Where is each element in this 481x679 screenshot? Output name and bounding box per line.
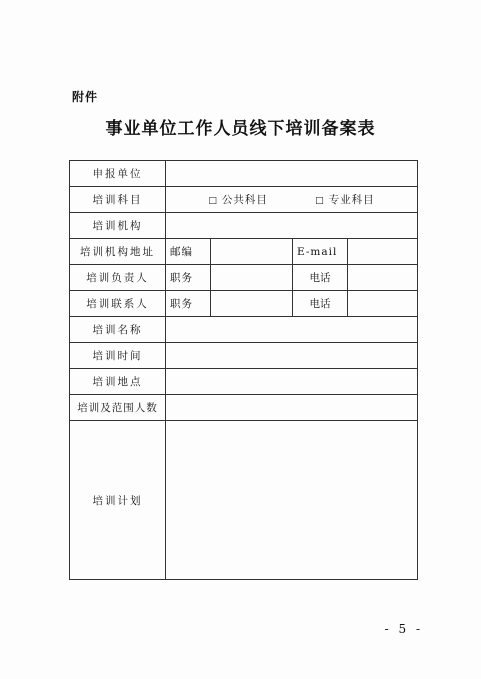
option-professional-label: 专业科目 bbox=[328, 194, 375, 206]
row-training-plan bbox=[70, 421, 418, 580]
field-subjects bbox=[166, 187, 418, 213]
label-training-plan: 培训计划 bbox=[70, 421, 166, 580]
label-institution: 培训机构 bbox=[70, 213, 166, 239]
label-phone: 电话 bbox=[293, 265, 348, 291]
row-institution-address bbox=[70, 239, 418, 265]
checkbox-icon[interactable]: □ bbox=[315, 196, 325, 206]
label-subjects: 培训科目 bbox=[70, 187, 166, 213]
label-training-location: 培训地点 bbox=[70, 369, 166, 395]
filing-form-table bbox=[69, 160, 418, 580]
label-reporting-unit: 申报单位 bbox=[70, 161, 166, 187]
row-training-location bbox=[70, 369, 418, 395]
row-training-name bbox=[70, 317, 418, 343]
field-training-location[interactable] bbox=[166, 369, 418, 395]
label-training-name: 培训名称 bbox=[70, 317, 166, 343]
row-contact-person bbox=[70, 291, 418, 317]
field-postcode[interactable] bbox=[211, 239, 293, 265]
row-institution bbox=[70, 213, 418, 239]
option-public-subject[interactable] bbox=[208, 192, 268, 207]
label-phone: 电话 bbox=[293, 291, 348, 317]
label-contact-person: 培训联系人 bbox=[70, 291, 166, 317]
label-position: 职务 bbox=[166, 265, 211, 291]
field-reporting-unit[interactable] bbox=[166, 161, 418, 187]
row-scope-count bbox=[70, 395, 418, 421]
attachment-label: 附件 bbox=[72, 90, 99, 104]
field-position[interactable] bbox=[211, 265, 293, 291]
label-email: E-mail bbox=[293, 239, 348, 265]
label-person-in-charge: 培训负责人 bbox=[70, 265, 166, 291]
label-postcode: 邮编 bbox=[166, 239, 211, 265]
field-institution[interactable] bbox=[166, 213, 418, 239]
field-training-plan[interactable] bbox=[166, 421, 418, 580]
row-person-in-charge bbox=[70, 265, 418, 291]
field-phone[interactable] bbox=[348, 291, 418, 317]
field-phone[interactable] bbox=[348, 265, 418, 291]
option-professional-subject[interactable] bbox=[315, 192, 375, 207]
field-email[interactable] bbox=[348, 239, 418, 265]
label-position: 职务 bbox=[166, 291, 211, 317]
row-subjects bbox=[70, 187, 418, 213]
checkbox-icon[interactable]: □ bbox=[208, 196, 218, 206]
field-position[interactable] bbox=[211, 291, 293, 317]
label-training-time: 培训时间 bbox=[70, 343, 166, 369]
field-scope-count[interactable] bbox=[166, 395, 418, 421]
row-training-time bbox=[70, 343, 418, 369]
option-public-label: 公共科目 bbox=[221, 194, 268, 206]
form-title: 事业单位工作人员线下培训备案表 bbox=[105, 119, 376, 139]
label-institution-address: 培训机构地址 bbox=[70, 239, 166, 265]
page-number: - 5 - bbox=[384, 622, 423, 636]
row-reporting-unit bbox=[70, 161, 418, 187]
field-training-time[interactable] bbox=[166, 343, 418, 369]
label-scope-count: 培训及范围人数 bbox=[70, 395, 166, 421]
field-training-name[interactable] bbox=[166, 317, 418, 343]
